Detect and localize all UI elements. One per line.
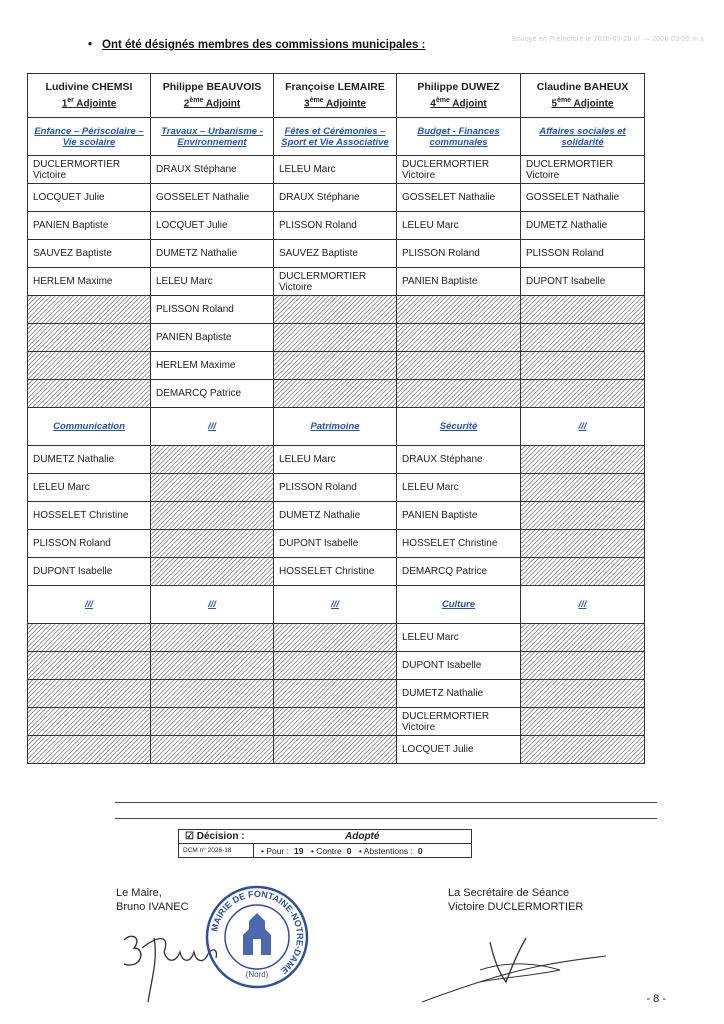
member-name: LOCQUET Julie bbox=[28, 184, 151, 212]
adjoint-name: Claudine BAHEUX bbox=[536, 80, 629, 93]
commission-row bbox=[28, 586, 645, 624]
empty-hatched-cell bbox=[28, 624, 151, 652]
header-stamp: Envoyé en Préfecture le 2026-03-25 n° — 2026-03-25 m.s bbox=[512, 36, 704, 43]
member-row bbox=[28, 324, 645, 352]
empty-hatched-cell bbox=[151, 624, 274, 652]
member-name: DUCLERMORTIER Victoire bbox=[274, 268, 397, 296]
empty-hatched-cell bbox=[28, 652, 151, 680]
member-name: DUPONT Isabelle bbox=[274, 530, 397, 558]
member-name: GOSSELET Nathalie bbox=[397, 184, 521, 212]
mayor-name: Bruno IVANEC bbox=[116, 901, 189, 913]
mayor-title: Le Maire, bbox=[116, 887, 162, 899]
empty-hatched-cell bbox=[28, 324, 151, 352]
member-name: DRAUX Stéphane bbox=[397, 446, 521, 474]
empty-hatched-cell bbox=[28, 380, 151, 408]
member-name: LELEU Marc bbox=[151, 268, 274, 296]
member-name: GOSSELET Nathalie bbox=[151, 184, 274, 212]
decision-box bbox=[178, 829, 472, 858]
adjoint-header bbox=[151, 74, 274, 118]
svg-text:(Nord): (Nord) bbox=[245, 970, 269, 979]
member-name: PLISSON Roland bbox=[274, 212, 397, 240]
member-row bbox=[28, 212, 645, 240]
vote-counts: • Pour : 19 • Contre 0 • Abstentions : 0 bbox=[261, 846, 423, 856]
decision-ref: DCM n° 2026-18 bbox=[183, 847, 232, 854]
member-name: SAUVEZ Baptiste bbox=[28, 240, 151, 268]
member-name: DUPONT Isabelle bbox=[397, 652, 521, 680]
separator-line-1 bbox=[115, 802, 657, 803]
empty-hatched-cell bbox=[521, 296, 645, 324]
empty-hatched-cell bbox=[521, 446, 645, 474]
member-name: LELEU Marc bbox=[274, 156, 397, 184]
member-name: DUMETZ Nathalie bbox=[397, 680, 521, 708]
member-row bbox=[28, 446, 645, 474]
member-name: DUPONT Isabelle bbox=[521, 268, 645, 296]
intro-heading bbox=[88, 39, 425, 51]
adjoint-role bbox=[526, 94, 639, 110]
commission-title: Travaux – Urbanisme - Environnement bbox=[151, 118, 274, 156]
header-row bbox=[28, 74, 645, 118]
member-name: DUMETZ Nathalie bbox=[151, 240, 274, 268]
empty-hatched-cell bbox=[151, 736, 274, 764]
empty-hatched-cell bbox=[397, 380, 521, 408]
member-name: PLISSON Roland bbox=[521, 240, 645, 268]
intro-text: Ont été désignés membres des commissions municipales : bbox=[102, 39, 426, 51]
adjoint-name: Ludivine CHEMSI bbox=[45, 80, 133, 93]
empty-hatched-cell bbox=[521, 558, 645, 586]
decision-row bbox=[179, 830, 471, 844]
member-row bbox=[28, 156, 645, 184]
member-name: DUCLERMORTIER Victoire bbox=[397, 156, 521, 184]
member-row bbox=[28, 736, 645, 764]
empty-hatched-cell bbox=[151, 474, 274, 502]
empty-hatched-cell bbox=[521, 680, 645, 708]
member-row bbox=[28, 474, 645, 502]
member-name: HERLEM Maxime bbox=[151, 352, 274, 380]
pour-count: 19 bbox=[294, 846, 304, 856]
pour-label: Pour : bbox=[266, 846, 290, 856]
member-name: PLISSON Roland bbox=[151, 296, 274, 324]
member-name: SAUVEZ Baptiste bbox=[274, 240, 397, 268]
empty-hatched-cell bbox=[151, 558, 274, 586]
mayor-signature-block bbox=[116, 886, 189, 914]
adjoint-ordinal-suffix: er bbox=[67, 96, 74, 104]
bullet-icon: • bbox=[88, 39, 93, 51]
adjoint-role bbox=[156, 94, 268, 110]
member-row bbox=[28, 652, 645, 680]
adjoint-ordinal: 5 bbox=[551, 98, 558, 110]
secretary-title: La Secrétaire de Séance bbox=[448, 887, 570, 899]
commission-title: /// bbox=[521, 586, 645, 624]
member-row bbox=[28, 352, 645, 380]
empty-hatched-cell bbox=[274, 708, 397, 736]
member-row bbox=[28, 296, 645, 324]
adjoint-role bbox=[402, 94, 515, 110]
empty-hatched-cell bbox=[274, 324, 397, 352]
commission-row bbox=[28, 118, 645, 156]
commission-row bbox=[28, 408, 645, 446]
empty-hatched-cell bbox=[151, 708, 274, 736]
empty-hatched-cell bbox=[521, 736, 645, 764]
commission-title: /// bbox=[28, 586, 151, 624]
member-row bbox=[28, 240, 645, 268]
member-row bbox=[28, 558, 645, 586]
member-name: GOSSELET Nathalie bbox=[521, 184, 645, 212]
empty-hatched-cell bbox=[521, 352, 645, 380]
member-name: PANIEN Baptiste bbox=[28, 212, 151, 240]
member-name: HOSSELET Christine bbox=[397, 530, 521, 558]
commission-title: /// bbox=[151, 408, 274, 446]
empty-hatched-cell bbox=[28, 708, 151, 736]
empty-hatched-cell bbox=[521, 624, 645, 652]
member-name: DRAUX Stéphane bbox=[151, 156, 274, 184]
adjoint-ordinal-suffix: ème bbox=[309, 96, 324, 104]
adjoint-name: Philippe BEAUVOIS bbox=[162, 80, 262, 93]
empty-hatched-cell bbox=[28, 680, 151, 708]
adjoint-role-label: Adjoint bbox=[205, 98, 241, 110]
empty-hatched-cell bbox=[521, 380, 645, 408]
adjoint-header bbox=[521, 74, 645, 118]
secretary-name: Victoire DUCLERMORTIER bbox=[448, 901, 584, 913]
member-name: LELEU Marc bbox=[397, 212, 521, 240]
member-name: PANIEN Baptiste bbox=[397, 268, 521, 296]
separator-line-2 bbox=[115, 818, 657, 819]
abst-label: Abstentions : bbox=[363, 846, 413, 856]
commission-title: Sécurité bbox=[397, 408, 521, 446]
adjoint-role-label: Adjointe bbox=[326, 98, 366, 110]
empty-hatched-cell bbox=[521, 502, 645, 530]
member-name: PLISSON Roland bbox=[397, 240, 521, 268]
adjoint-role bbox=[279, 94, 391, 110]
empty-hatched-cell bbox=[397, 352, 521, 380]
adjoint-ordinal-suffix: ème bbox=[557, 96, 572, 104]
empty-hatched-cell bbox=[521, 652, 645, 680]
member-row bbox=[28, 380, 645, 408]
adjoint-ordinal: 1 bbox=[61, 98, 68, 110]
secretary-signature-block bbox=[448, 886, 583, 914]
adjoint-role-label: Adjointe bbox=[76, 98, 117, 110]
member-name: DRAUX Stéphane bbox=[274, 184, 397, 212]
contre-label: Contre bbox=[316, 846, 342, 856]
adjoint-name: Philippe DUWEZ bbox=[417, 80, 500, 93]
member-name: LELEU Marc bbox=[397, 474, 521, 502]
adjoint-ordinal: 2 bbox=[183, 98, 190, 110]
adjoint-header bbox=[397, 74, 521, 118]
member-name: PLISSON Roland bbox=[274, 474, 397, 502]
member-name: DUPONT Isabelle bbox=[28, 558, 151, 586]
commission-title: Patrimoine bbox=[274, 408, 397, 446]
empty-hatched-cell bbox=[521, 474, 645, 502]
adjoint-ordinal: 3 bbox=[304, 98, 310, 110]
member-row bbox=[28, 184, 645, 212]
adjoint-header bbox=[274, 74, 397, 118]
member-name: DUMETZ Nathalie bbox=[521, 212, 645, 240]
decision-value: Adopté bbox=[345, 831, 380, 842]
commission-title: Affaires sociales et solidarité bbox=[521, 118, 645, 156]
adjoint-ordinal: 4 bbox=[430, 98, 436, 110]
empty-hatched-cell bbox=[28, 352, 151, 380]
page-number: - 8 - bbox=[646, 993, 666, 1005]
empty-hatched-cell bbox=[521, 530, 645, 558]
svg-text:MAIRIE DE FONTAINE-NOTRE-DAME: MAIRIE DE FONTAINE-NOTRE-DAME bbox=[209, 888, 306, 976]
member-name: LELEU Marc bbox=[28, 474, 151, 502]
member-name: DUCLERMORTIER Victoire bbox=[521, 156, 645, 184]
adjoint-role-label: Adjointe bbox=[573, 98, 614, 110]
member-name: DUMETZ Nathalie bbox=[28, 446, 151, 474]
adjoint-ordinal-suffix: ème bbox=[189, 96, 204, 104]
town-seal bbox=[203, 883, 311, 991]
member-name: DUMETZ Nathalie bbox=[274, 502, 397, 530]
empty-hatched-cell bbox=[151, 652, 274, 680]
member-name: PLISSON Roland bbox=[28, 530, 151, 558]
member-name: HOSSELET Christine bbox=[28, 502, 151, 530]
secretary-handwritten-signature bbox=[420, 930, 610, 1010]
member-name: HOSSELET Christine bbox=[274, 558, 397, 586]
empty-hatched-cell bbox=[151, 502, 274, 530]
adjoint-role bbox=[33, 94, 145, 110]
adjoint-name: Françoise LEMAIRE bbox=[285, 80, 385, 93]
commission-title: Enfance – Périscolaire – Vie scolaire bbox=[28, 118, 151, 156]
member-name: DEMARCQ Patrice bbox=[397, 558, 521, 586]
commission-title: Culture bbox=[397, 586, 521, 624]
empty-hatched-cell bbox=[274, 652, 397, 680]
empty-hatched-cell bbox=[28, 736, 151, 764]
empty-hatched-cell bbox=[521, 324, 645, 352]
commission-title: /// bbox=[521, 408, 645, 446]
abst-count: 0 bbox=[417, 846, 423, 856]
adjoint-ordinal-suffix: ème bbox=[435, 96, 450, 104]
member-name: HERLEM Maxime bbox=[28, 268, 151, 296]
member-name: LELEU Marc bbox=[274, 446, 397, 474]
member-name: PANIEN Baptiste bbox=[151, 324, 274, 352]
adjoint-header bbox=[28, 74, 151, 118]
empty-hatched-cell bbox=[274, 380, 397, 408]
adjoint-role-label: Adjoint bbox=[452, 98, 487, 110]
decision-separator bbox=[253, 844, 254, 858]
empty-hatched-cell bbox=[274, 352, 397, 380]
member-name: PANIEN Baptiste bbox=[397, 502, 521, 530]
contre-count: 0 bbox=[346, 846, 352, 856]
member-name: LOCQUET Julie bbox=[151, 212, 274, 240]
member-row bbox=[28, 708, 645, 736]
member-name: LOCQUET Julie bbox=[397, 736, 521, 764]
empty-hatched-cell bbox=[28, 296, 151, 324]
commission-title: Budget - Finances communales bbox=[397, 118, 521, 156]
commission-title: /// bbox=[151, 586, 274, 624]
member-row bbox=[28, 680, 645, 708]
empty-hatched-cell bbox=[521, 708, 645, 736]
member-row bbox=[28, 624, 645, 652]
decision-label: ☑ Décision : bbox=[185, 831, 245, 842]
commissions-table bbox=[27, 73, 645, 764]
empty-hatched-cell bbox=[274, 680, 397, 708]
member-row bbox=[28, 502, 645, 530]
empty-hatched-cell bbox=[274, 736, 397, 764]
empty-hatched-cell bbox=[274, 624, 397, 652]
empty-hatched-cell bbox=[151, 680, 274, 708]
empty-hatched-cell bbox=[151, 446, 274, 474]
member-name: LELEU Marc bbox=[397, 624, 521, 652]
member-name: DUCLERMORTIER Victoire bbox=[28, 156, 151, 184]
commission-title: Fêtes et Cérémonies – Sport et Vie Associative bbox=[274, 118, 397, 156]
member-name: DEMARCQ Patrice bbox=[151, 380, 274, 408]
empty-hatched-cell bbox=[397, 324, 521, 352]
empty-hatched-cell bbox=[397, 296, 521, 324]
empty-hatched-cell bbox=[274, 296, 397, 324]
member-row bbox=[28, 268, 645, 296]
member-name: DUCLERMORTIER Victoire bbox=[397, 708, 521, 736]
member-row bbox=[28, 530, 645, 558]
commission-title: Communication bbox=[28, 408, 151, 446]
empty-hatched-cell bbox=[151, 530, 274, 558]
commission-title: /// bbox=[274, 586, 397, 624]
